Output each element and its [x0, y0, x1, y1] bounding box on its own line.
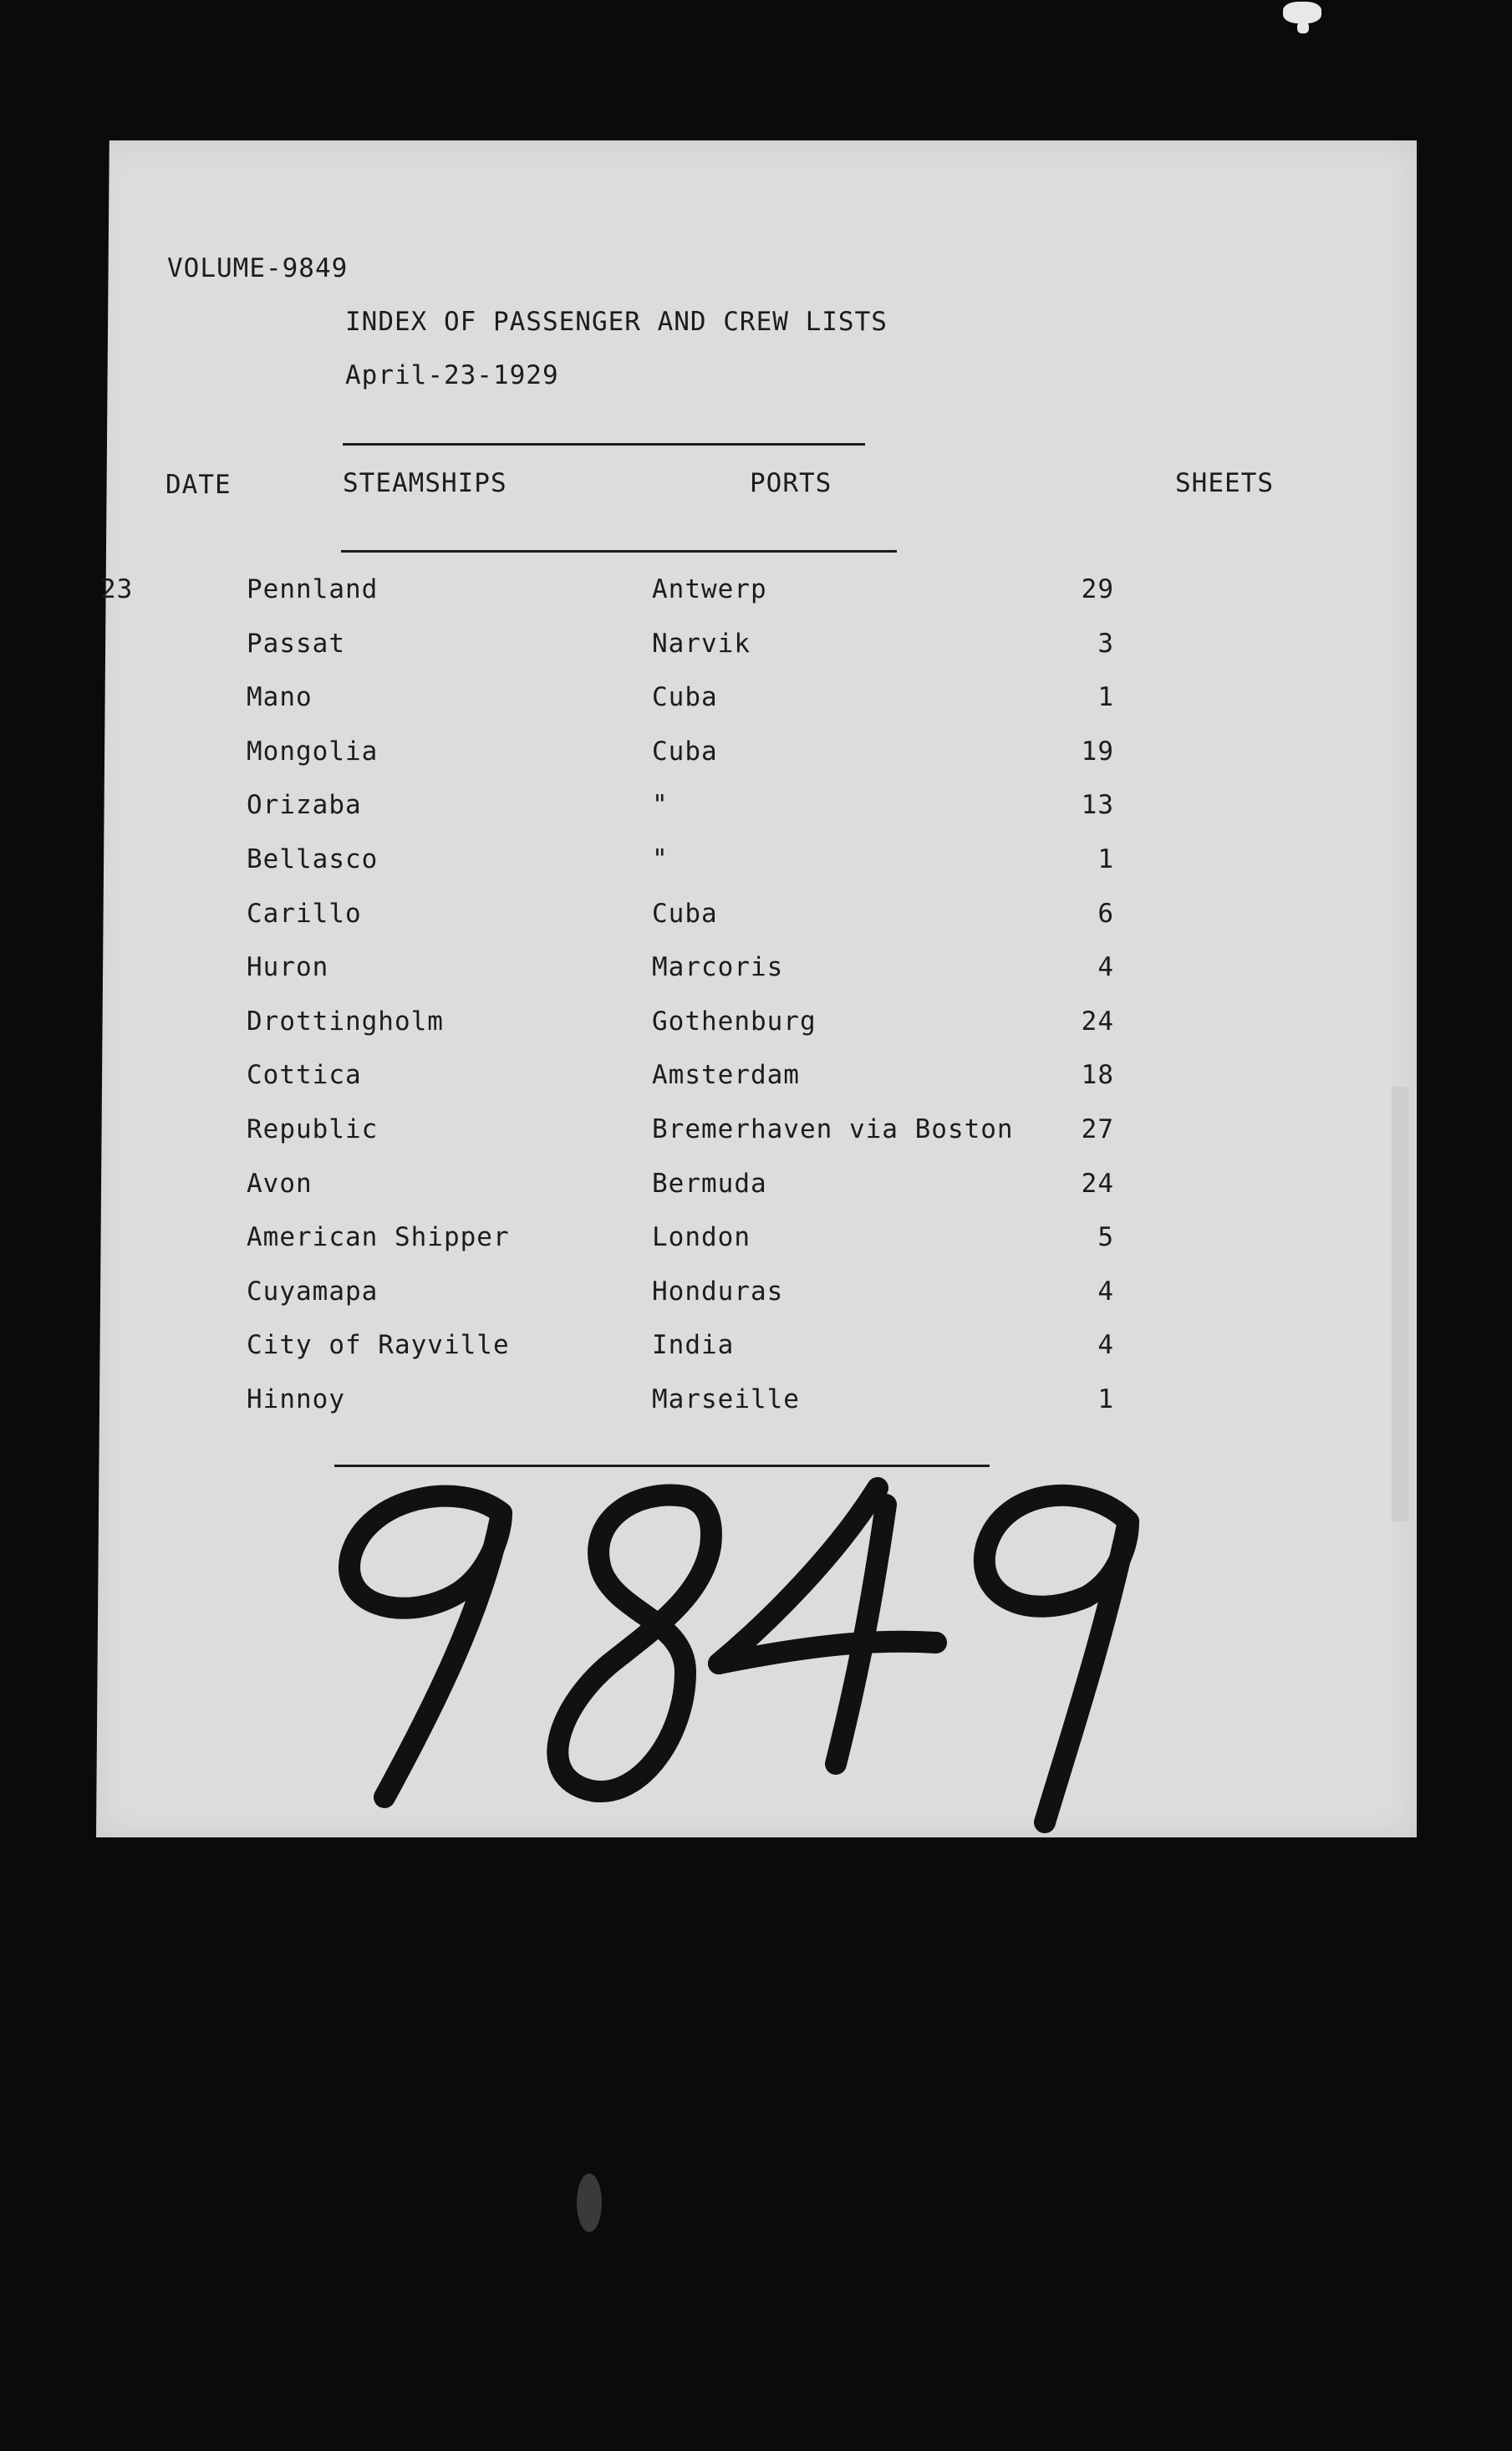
row-sheets: 4	[1097, 1276, 1114, 1307]
row-sheets: 6	[1097, 899, 1114, 929]
volume-label: VOLUME-9849	[167, 253, 349, 283]
column-header-rule	[341, 550, 897, 553]
handwritten-digit-8	[557, 1495, 711, 1791]
row-steamship: Carillo	[247, 899, 362, 929]
row-sheets: 19	[1081, 736, 1114, 767]
handwritten-digit-4	[719, 1488, 936, 1764]
row-sheets: 1	[1097, 682, 1114, 712]
handwritten-digit-9-second	[985, 1496, 1128, 1822]
row-steamship: Mongolia	[247, 736, 379, 767]
scan-speck	[1297, 22, 1309, 33]
row-steamship: Cuyamapa	[247, 1276, 379, 1307]
row-steamship: Pennland	[247, 574, 379, 604]
row-steamship: City of Rayville	[247, 1330, 510, 1360]
column-header-date: DATE	[165, 470, 232, 500]
row-steamship: Huron	[247, 952, 329, 982]
row-steamship: Mano	[247, 682, 313, 712]
row-sheets: 1	[1097, 1384, 1114, 1414]
row-sheets: 18	[1081, 1060, 1114, 1090]
row-sheets: 4	[1097, 952, 1114, 982]
row-port: Narvik	[652, 629, 751, 659]
row-sheets: 1	[1097, 844, 1114, 874]
row-sheets: 3	[1097, 629, 1114, 659]
row-date: 23	[100, 574, 134, 604]
row-steamship: Republic	[247, 1114, 379, 1144]
column-header-steamships: STEAMSHIPS	[343, 468, 507, 498]
row-steamship: Drottingholm	[247, 1006, 444, 1037]
index-title: INDEX OF PASSENGER AND CREW LISTS	[345, 307, 888, 337]
row-port: Marcoris	[652, 952, 784, 982]
scan-speck	[577, 2173, 602, 2232]
column-header-ports: PORTS	[750, 468, 832, 498]
row-port: Marseille	[652, 1384, 800, 1414]
page-edge	[1392, 1087, 1408, 1521]
row-sheets: 4	[1097, 1330, 1114, 1360]
row-steamship: Hinnoy	[247, 1384, 345, 1414]
row-steamship: Bellasco	[247, 844, 379, 874]
row-port: Antwerp	[652, 574, 767, 604]
handwritten-digit-9	[349, 1496, 501, 1797]
row-sheets: 5	[1097, 1222, 1114, 1252]
row-port: Cuba	[652, 899, 718, 929]
row-port: Cuba	[652, 736, 718, 767]
row-port: London	[652, 1222, 751, 1252]
row-port: Honduras	[652, 1276, 784, 1307]
row-port: Amsterdam	[652, 1060, 800, 1090]
row-steamship: Orizaba	[247, 790, 362, 820]
index-date: April-23-1929	[345, 360, 559, 390]
row-port: Gothenburg	[652, 1006, 817, 1037]
scan-speck	[1283, 2, 1321, 23]
row-steamship: Passat	[247, 629, 345, 659]
row-port: "	[652, 790, 669, 820]
row-sheets: 27	[1081, 1114, 1114, 1144]
row-port: "	[652, 844, 669, 874]
row-steamship: American Shipper	[247, 1222, 510, 1252]
header-rule	[343, 443, 865, 446]
row-port: Bermuda	[652, 1169, 767, 1199]
handwritten-number	[334, 1455, 1170, 1839]
row-sheets: 29	[1081, 574, 1114, 604]
row-sheets: 13	[1081, 790, 1114, 820]
row-port: Cuba	[652, 682, 718, 712]
row-steamship: Avon	[247, 1169, 313, 1199]
row-sheets: 24	[1081, 1006, 1114, 1037]
row-steamship: Cottica	[247, 1060, 362, 1090]
row-port: Bremerhaven via Boston	[652, 1114, 1014, 1144]
row-port: India	[652, 1330, 735, 1360]
column-header-sheets: SHEETS	[1175, 468, 1274, 498]
row-sheets: 24	[1081, 1169, 1114, 1199]
